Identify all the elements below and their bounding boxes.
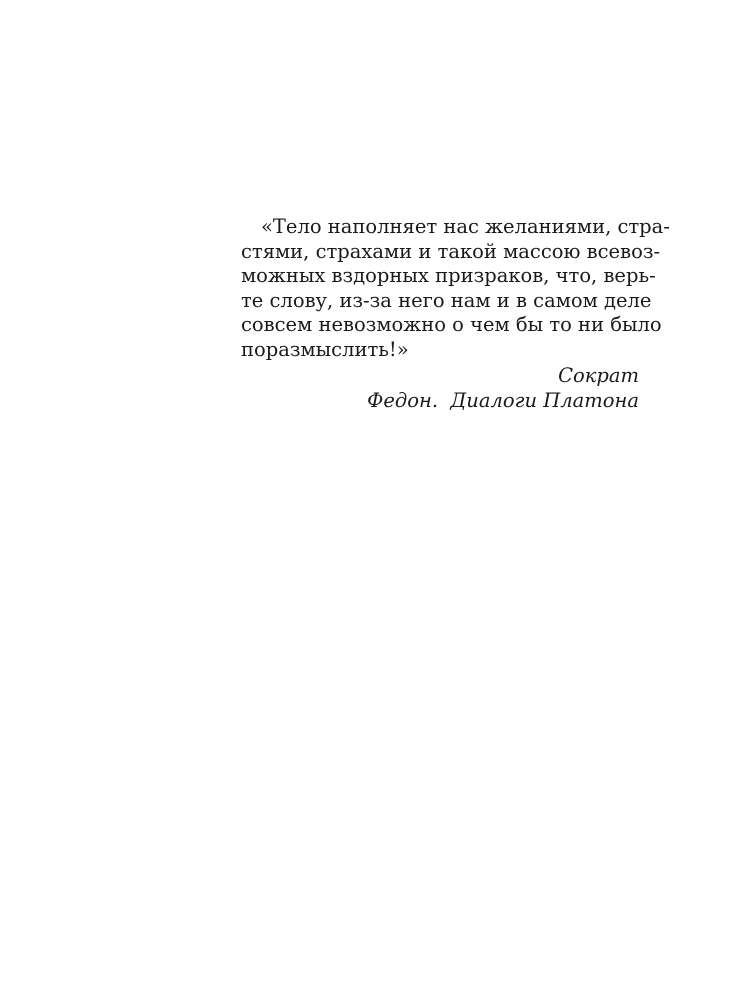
attribution-source: Федон. Диалоги Платона [367,388,639,412]
quote-line: можных вздорных призраков, что, верь- [241,264,656,287]
epigraph-quote [241,215,670,362]
epigraph [241,215,670,413]
epigraph-attribution [241,364,639,413]
quote-line: совсем невозможно о чем бы то ни было [241,313,662,336]
quote-line: поразмыслить!» [241,337,409,361]
quote-line: стями, страхами и такой массою всевоз- [241,239,661,263]
attribution-author: Сократ [558,364,639,387]
quote-line: «Тело наполняет нас желаниями, стра- [261,215,670,238]
quote-line: те слову, из-за него нам и в самом деле [241,288,652,312]
